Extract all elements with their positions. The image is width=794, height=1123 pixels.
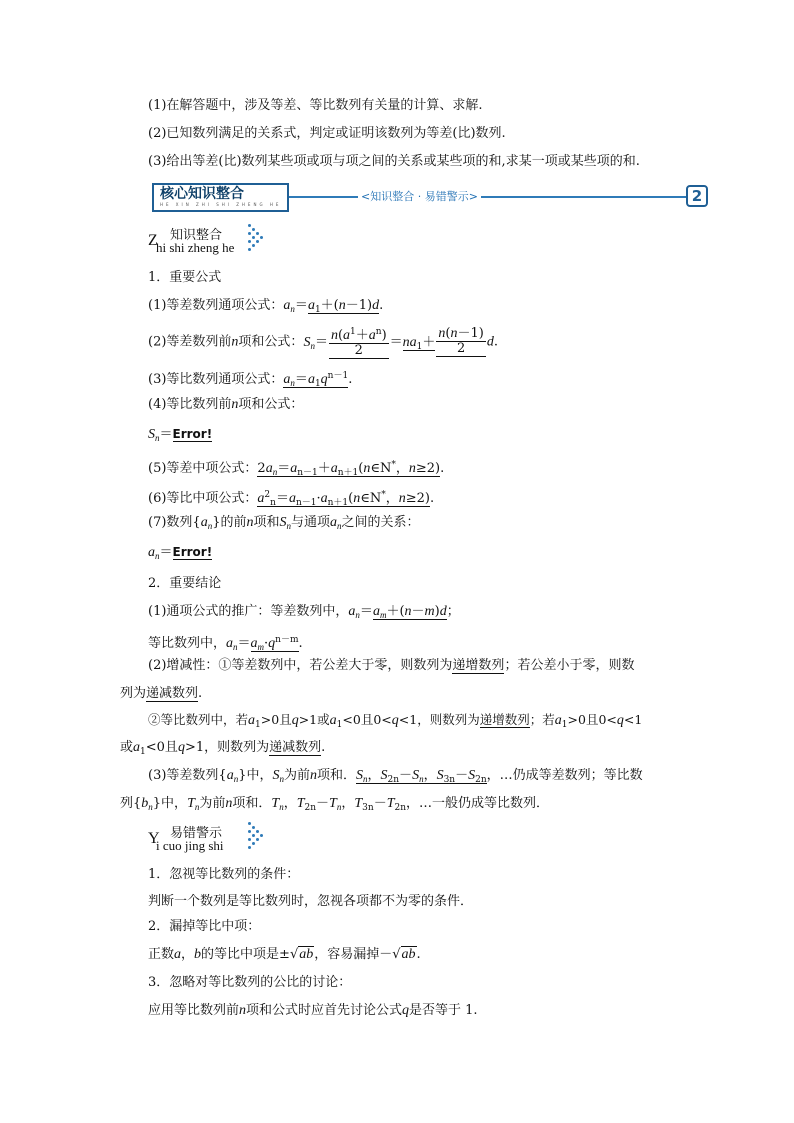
conclusion-5-text-e: ，…仍成等差数列；等比数 [486, 768, 643, 783]
conclusion-4-text-b: 且 [164, 740, 178, 755]
warning-1-title: 1．忽视等比数列的条件： [148, 867, 300, 882]
formula-7-text-d: 与通项 [290, 515, 330, 530]
warning-3-text-c: 是否等于 1. [409, 1003, 478, 1018]
conclusion-3-text-b: 且 [279, 712, 292, 727]
formula-6-label: (6)等比中项公式： [148, 491, 258, 506]
heading-title: 知识整合 [170, 228, 223, 243]
answer-increasing: 递增数列 [452, 658, 505, 673]
formula-3-label: (3)等比数列通项公式： [148, 372, 284, 387]
conclusion-2-text-a: (2)增减性：①等差数列中，若公差大于零，则数列为 [148, 658, 453, 673]
formula-6: (6)等比中项公式：$a^2_n=a_{n-1}\cdot a_{n+1}(n\in N^*$，n≥2). [148, 490, 435, 508]
conclusion-1-label: (1)通项公式的推广：等差数列中， [148, 604, 349, 619]
formula-5-label: (5)等差中项公式： [148, 461, 258, 476]
answer-decreasing-2: 递减数列 [269, 740, 322, 755]
conclusion-3-text-g: 且 [585, 712, 599, 727]
error-field-1: Error! [172, 427, 213, 441]
formula-4: (4)等比数列前n项和公式： [148, 397, 304, 412]
banner-pinyin: HE XIN ZHI SHI ZHENG HE [160, 202, 282, 207]
banner-title: 核心知识整合 [160, 186, 244, 202]
heading-pinyin-2: i cuo jing shi [156, 838, 224, 853]
conclusion-6-text-c: 为前 [199, 796, 226, 811]
intro-item-3: (3)给出等差(比)数列某些项或项与项之间的关系或某些项的和,求某一项或某些项的和. [148, 154, 640, 169]
formula-7-text-b: }的前 [212, 515, 247, 530]
heading-initial: Z [148, 232, 158, 249]
warning-3-detail: 应用等比数列前n项和公式时应首先讨论公式q是否等于 1. [148, 1003, 478, 1018]
conclusion-5-text-b: }中， [238, 768, 273, 783]
answer-increasing-2: 递增数列 [479, 712, 530, 727]
formula-3: (3)等比数列通项公式：$a_n=a_1q^{n-1}$. [148, 371, 353, 389]
conclusion-3-text-c: 或 [317, 712, 330, 727]
error-field-2: Error! [172, 545, 213, 559]
warning-2-text-c: ，容易漏掉－ [314, 947, 393, 962]
formula-7: (7)数列$\{a_n\}$的前n项和$S_n$与通项$a_n$之间的关系： [148, 515, 420, 531]
heading-title-2: 易错警示 [170, 826, 223, 841]
conclusion-5-text-a: (3)等差数列{ [148, 768, 227, 783]
warning-3-text-b: 项和公式时应首先讨论公式 [246, 1003, 403, 1018]
conclusion-2 [148, 657, 634, 675]
warning-3-text-a: 应用等比数列前 [148, 1003, 240, 1018]
conclusion-1b-label: 等比数列中， [148, 636, 227, 651]
formula-4-mid: 项和公式： [238, 397, 304, 412]
conclusion-3-text-f: ；若 [529, 712, 555, 727]
banner-number: 2 [686, 185, 708, 207]
formula-4-value: $S_n=Error$! [148, 427, 213, 443]
heading-formulas: 1．重要公式 [148, 270, 222, 285]
conclusion-5-text-d: 项和． [316, 768, 356, 783]
conclusion-3-text-a: ②等比数列中，若 [148, 712, 249, 727]
warning-2-text-b: 的等比中项是± [201, 947, 290, 962]
heading-initial-2: Y [148, 830, 160, 847]
formula-2: (2)等差数列前n项和公式：$S_n=$ $\frac{n(a^1+a^n)}{2}$ $=na_1+$ $\frac{n(n-1)}{2}$ d. [148, 326, 498, 358]
warning-2-text-a: 正数 [148, 947, 175, 962]
section-heading-warnings [148, 822, 288, 862]
formula-5: (5)等差中项公式：$2a_n=a_{n-1}+a_{n+1}(n\in N^*$，n≥2). [148, 460, 445, 478]
conclusion-3-cont: 或$a_1<0$且q>1，则数列为递减数列. [120, 740, 326, 757]
formula-1-label: (1)等差数列通项公式： [148, 298, 284, 313]
formula-2-mid: 项和公式： [238, 334, 304, 350]
conclusion-3: ②等比数列中，若$a_1>0$且q>1或$a_1<0$且0<q<1，则数列为递增数列；若$a_1>0$且0<q<1 [148, 712, 643, 730]
conclusion-3-text-e: ，则数列为 [417, 712, 480, 727]
banner-subtitle: <知识整合 · 易错警示> [358, 188, 481, 204]
conclusion-6-text-b: }中， [152, 796, 188, 811]
conclusion-2-text-b: ；若公差小于零，则数 [504, 658, 635, 673]
warning-3-title: 3．忽略对等比数列的公比的讨论： [148, 975, 352, 990]
conclusion-4-text-c: ，则数列为 [204, 740, 270, 755]
formula-7-text-a: (7)数列{ [148, 515, 201, 530]
warning-2-title: 2．漏掉等比中项： [148, 919, 261, 934]
conclusion-6-text-d: 项和． [232, 796, 272, 811]
conclusion-3-text-d: 且 [360, 712, 374, 727]
conclusion-2-text-c: 列为 [120, 686, 147, 701]
conclusion-2-cont: 列为递减数列. [120, 686, 203, 701]
conclusion-6-text-a: 列{ [120, 796, 142, 811]
conclusion-4-text-a: 或 [120, 740, 134, 755]
heading-pinyin: hi shi zheng he [156, 240, 235, 255]
formula-7-text-e: 之间的关系： [341, 515, 420, 530]
heading-conclusions: 2．重要结论 [148, 576, 222, 591]
conclusion-6-text-e: ，…一般仍成等比数列． [406, 796, 550, 811]
banner-label [152, 183, 289, 212]
intro-item-2: (2)已知数列满足的关系式，判定或证明该数列为等差(比)数列. [148, 126, 506, 141]
answer-decreasing: 递减数列 [146, 686, 199, 701]
conclusion-1: (1)通项公式的推广：等差数列中，$a_n=a_m+(n-m)d$； [148, 604, 460, 620]
warning-1-detail: 判断一个数列是等比数列时，忽视各项都不为零的条件． [148, 894, 474, 909]
warning-2-detail: 正数a，b的等比中项是±√ab，容易漏掉－√ab. [148, 947, 421, 962]
conclusion-1b: 等比数列中，$a_n=a_m\cdot q^{n-m}$. [148, 635, 303, 652]
formula-4-label: (4)等比数列前 [148, 397, 232, 412]
conclusion-5-text-c: 为前 [283, 768, 310, 783]
formula-7-text-c: 项和 [253, 515, 280, 530]
intro-item-1: (1)在解答题中，涉及等差、等比数列有关量的计算、求解. [148, 98, 483, 113]
section-heading-knowledge [148, 224, 288, 264]
formula-2-label: (2)等差数列前 [148, 334, 232, 350]
conclusion-4-cont: 列$\{b_n\}$中，$T_n$为前n项和．$T_n$，$T_{2n}-T_n$，$T_{3n}-T_{2n}$，…一般仍成等比数列． [120, 796, 550, 813]
chevron-dots-icon [248, 822, 264, 846]
conclusion-4: (3)等差数列$\{a_n\}$中，$S_n$为前n项和．$S_n$，$S_{2n}-S_n$，$S_{3n}-S_{2n}$，…仍成等差数列；等比数 [148, 768, 643, 785]
formula-7-value: $a_n=Error$! [148, 545, 213, 561]
section-banner [148, 181, 708, 211]
chevron-dots-icon [248, 224, 264, 248]
formula-1: (1)等差数列通项公式：$a_n=a_1+(n-1)d$. [148, 298, 384, 315]
